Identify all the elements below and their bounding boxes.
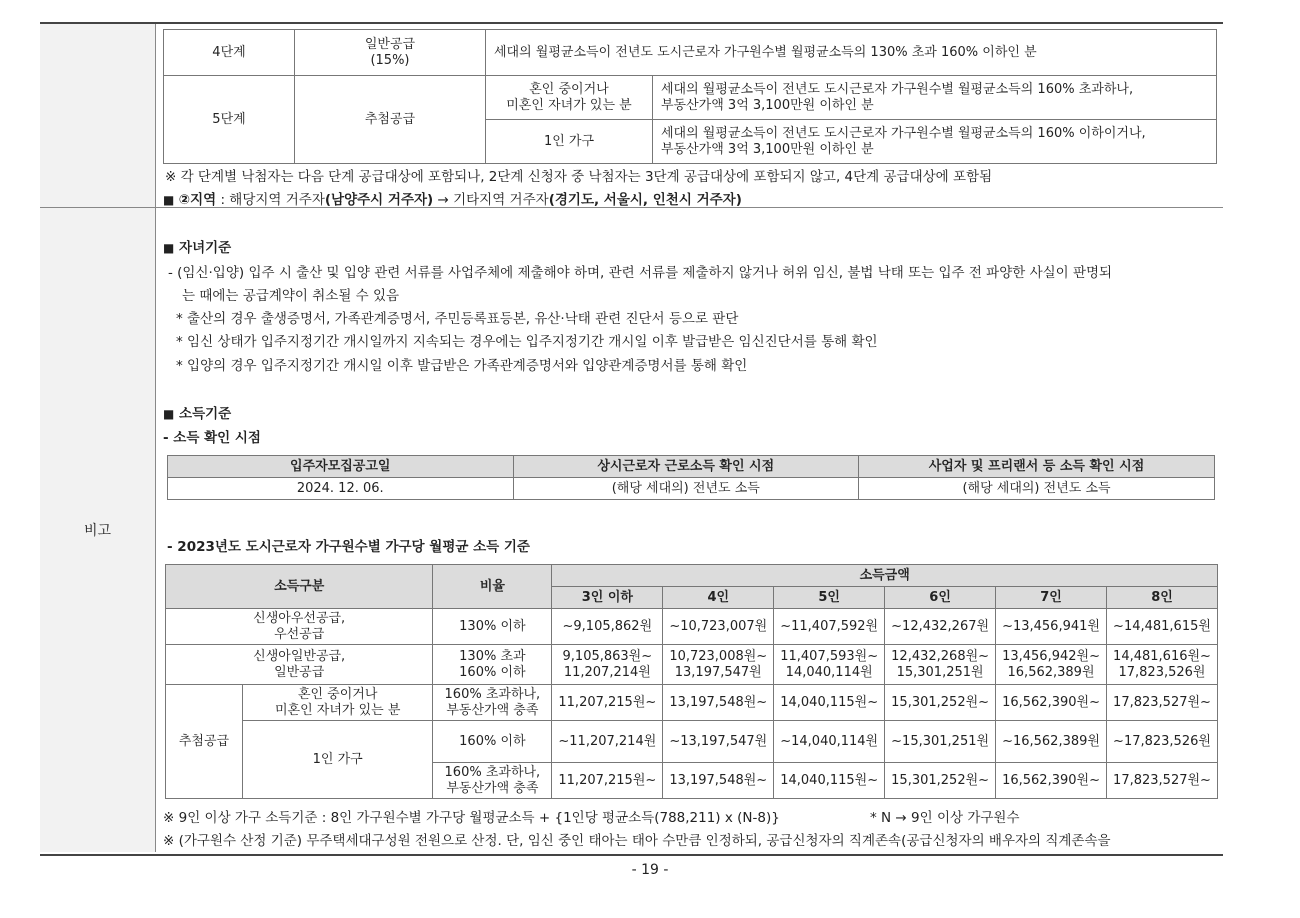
table-cell: ~10,723,007원 (663, 609, 774, 645)
row-single-ratio: 160% 이하 (433, 721, 552, 763)
table-cell: ~14,481,615원 (1106, 609, 1217, 645)
tier-5-single-desc: 세대의 월평균소득이 전년도 도시근로자 가구원수별 월평균소득의 160% 이하이거나, 부동산가액 3억 3,100만원 이하인 분 (653, 120, 1217, 164)
table-cell: ~11,207,214원 (552, 721, 663, 763)
tier-5-married-desc: 세대의 월평균소득이 전년도 도시근로자 가구원수별 월평균소득의 160% 초과하나, 부동산가액 3억 3,100만원 이하인 분 (653, 76, 1217, 120)
col-header: 6인 (885, 587, 996, 609)
table-cell: 15,301,252원~ (885, 685, 996, 721)
income-heading: ■ 소득기준 (163, 406, 232, 422)
check-value-notice-date: 2024. 12. 06. (168, 478, 514, 500)
table-cell: 17,823,527원~ (1106, 763, 1217, 799)
tier-note: ※ 각 단계별 낙첨자는 다음 단계 공급대상에 포함되나, 2단계 신청자 중 낙첨자는 3단계 공급대상에 포함되지 않고, 4단계 공급대상에 포함됨 (165, 169, 993, 185)
child-bullet-1: * 출산의 경우 출생증명서, 가족관계증명서, 주민등록표등본, 유산·낙태 관련 진단서 등으로 판단 (176, 311, 739, 327)
table-cell: ~16,562,389원 (996, 721, 1107, 763)
tier-5: 5단계 (164, 76, 295, 164)
row-married-label: 혼인 중이거나 미혼인 자녀가 있는 분 (243, 685, 433, 721)
check-value-employee: (해당 세대의) 전년도 소득 (513, 478, 859, 500)
table-cell: 13,456,942원~ 16,562,389원 (996, 645, 1107, 685)
check-value-business: (해당 세대의) 전년도 소득 (859, 478, 1215, 500)
table-cell: 16,562,390원~ (996, 763, 1107, 799)
table-cell: 12,432,268원~ 15,301,251원 (885, 645, 996, 685)
income-standard-subheading: - 2023년도 도시근로자 가구원수별 가구당 월평균 소득 기준 (167, 539, 530, 555)
child-bullet-3: * 입양의 경우 입주지정기간 개시일 이후 발급받은 가족관계증명서와 입양관계증명서를 통해 확인 (176, 358, 748, 374)
table-cell: 14,481,616원~ 17,823,526원 (1106, 645, 1217, 685)
check-header-business: 사업자 및 프리랜서 등 소득 확인 시점 (859, 456, 1215, 478)
table-cell: 14,040,115원~ (774, 685, 885, 721)
col-header: 3인 이하 (552, 587, 663, 609)
row-married-ratio: 160% 초과하나, 부동산가액 충족 (433, 685, 552, 721)
row-lottery-label: 추첨공급 (166, 685, 243, 799)
table-cell: 13,197,548원~ (663, 685, 774, 721)
col-header: 7인 (996, 587, 1107, 609)
table-cell: 17,823,527원~ (1106, 685, 1217, 721)
tier-5-married: 혼인 중이거나 미혼인 자녀가 있는 분 (486, 76, 653, 120)
income-note-2: ※ (가구원수 산정 기준) 무주택세대구성원 전원으로 산정. 단, 임신 중인 태아는 태아 수만큼 인정하되, 공급신청자의 직계존속(공급신청자의 배우자의 직계존속을 (163, 833, 1111, 849)
check-header-notice-date: 입주자모집공고일 (168, 456, 514, 478)
row-priority-label: 신생아우선공급, 우선공급 (166, 609, 433, 645)
child-line1: - (임신·입양) 입주 시 출산 및 입양 관련 서류를 사업주체에 제출해야 하며, 관련 서류를 제출하지 않거나 허위 임신, 불법 낙태 또는 입주 전 파양한 사실이 판명되 (168, 265, 1113, 281)
col-header: 4인 (663, 587, 774, 609)
tier-5-single: 1인 가구 (486, 120, 653, 164)
table-cell: 14,040,115원~ (774, 763, 885, 799)
table-cell: ~13,456,941원 (996, 609, 1107, 645)
income-check-table (167, 455, 1215, 500)
table-cell: 11,207,215원~ (552, 685, 663, 721)
income-note-1: ※ 9인 이상 가구 소득기준 : 8인 가구원수별 가구당 월평균소득 + {1인당 평균소득(788,211) x (N-8)} (163, 810, 780, 826)
page-number: - 19 - (631, 862, 669, 878)
remarks-label: 비고 (83, 523, 112, 539)
tier-4-supply: 일반공급 (15%) (295, 30, 486, 76)
tier-4: 4단계 (164, 30, 295, 76)
table-cell: ~9,105,862원 (552, 609, 663, 645)
table-cell: ~13,197,547원 (663, 721, 774, 763)
region-line: ■ ②지역 : 해당지역 거주자(남양주시 거주자) → 기타지역 거주자(경기도, 서울시, 인천시 거주자) (163, 192, 742, 208)
col-header: 5인 (774, 587, 885, 609)
row-single-over-ratio: 160% 초과하나, 부동산가액 충족 (433, 763, 552, 799)
row-general-label: 신생아일반공급, 일반공급 (166, 645, 433, 685)
table-cell: 15,301,252원~ (885, 763, 996, 799)
check-header-employee: 상시근로자 근로소득 확인 시점 (513, 456, 859, 478)
child-bullet-2: * 임신 상태가 입주지정기간 개시일까지 지속되는 경우에는 입주지정기간 개시일 이후 발급받은 임신진단서를 통해 확인 (176, 334, 878, 350)
child-heading: ■ 자녀기준 (163, 240, 232, 256)
income-standard-table (165, 564, 1218, 799)
tier-5-supply: 추첨공급 (295, 76, 486, 164)
row-single-label: 1인 가구 (243, 721, 433, 799)
table-cell: ~15,301,251원 (885, 721, 996, 763)
header-ratio: 비율 (433, 565, 552, 609)
table-cell: ~14,040,114원 (774, 721, 885, 763)
table-cell: 16,562,390원~ (996, 685, 1107, 721)
tier-table (163, 29, 1217, 164)
table-cell: ~12,432,267원 (885, 609, 996, 645)
tier-4-desc: 세대의 월평균소득이 전년도 도시근로자 가구원수별 월평균소득의 130% 초과 160% 이하인 분 (486, 30, 1217, 76)
child-line2: 는 때에는 공급계약이 취소될 수 있음 (182, 288, 400, 304)
table-cell: 11,407,593원~ 14,040,114원 (774, 645, 885, 685)
row-general-ratio: 130% 초과 160% 이하 (433, 645, 552, 685)
table-cell: 9,105,863원~ 11,207,214원 (552, 645, 663, 685)
income-note-1b: * N → 9인 이상 가구원수 (870, 810, 1020, 826)
table-cell: 11,207,215원~ (552, 763, 663, 799)
header-income-amount: 소득금액 (552, 565, 1218, 587)
header-income-type: 소득구분 (166, 565, 433, 609)
table-cell: ~11,407,592원 (774, 609, 885, 645)
left-column (40, 24, 156, 852)
row-priority-ratio: 130% 이하 (433, 609, 552, 645)
col-header: 8인 (1106, 587, 1217, 609)
income-check-subheading: - 소득 확인 시점 (163, 430, 261, 446)
table-cell: 13,197,548원~ (663, 763, 774, 799)
table-cell: ~17,823,526원 (1106, 721, 1217, 763)
table-cell: 10,723,008원~ 13,197,547원 (663, 645, 774, 685)
